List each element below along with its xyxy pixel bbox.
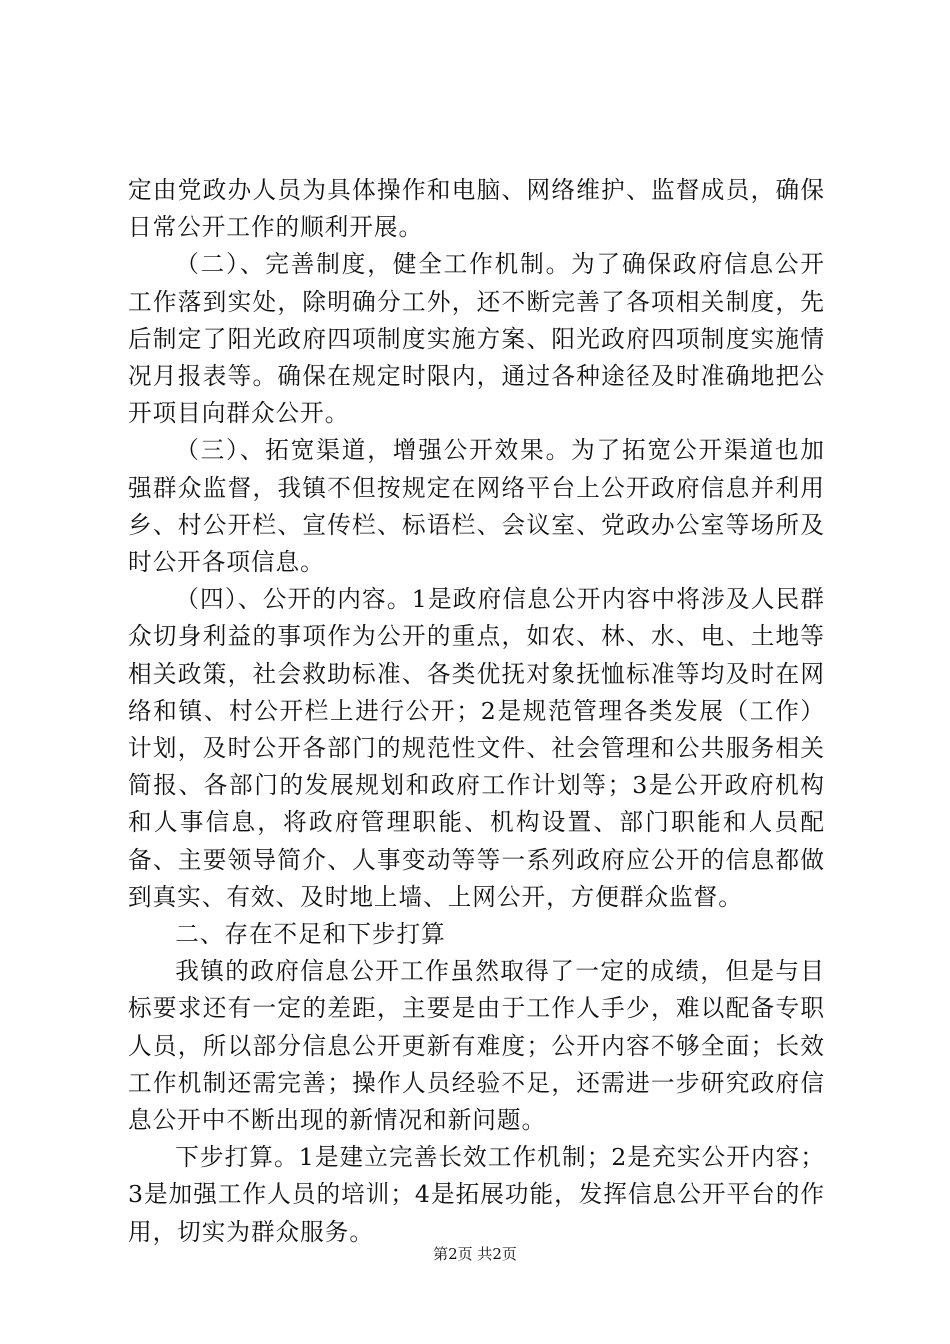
paragraph-broaden-channels: （三）、拓宽渠道，增强公开效果。为了拓宽公开渠道也加强群众监督，我镇不但按规定在网络平台上公开政府信息并利用乡、村公开栏、宣传栏、标语栏、会议室、党政办公室等场所及时公开各项信息。 <box>128 436 825 577</box>
paragraph-shortcomings: 我镇的政府信息公开工作虽然取得了一定的成绩，但是与目标要求还有一定的差距，主要是由于工作人手少，难以配备专职人员，所以部分信息公开更新有难度；公开内容不够全面；长效工作机制还需完善；操作人员经验不足，还需进一步研究政府信息公开中不断出现的新情况和新问题。 <box>128 957 825 1135</box>
document-body <box>128 172 825 1251</box>
paragraph-disclosure-content: （四）、公开的内容。1是政府信息公开内容中将涉及人民群众切身利益的事项作为公开的重点，如农、林、水、电、土地等相关政策，社会救助标准、各类优抚对象抚恤标准等均及时在网络和镇、村公开栏上进行公开；2是规范管理各类发展（工作）计划，及时公开各部门的规范性文件、社会管理和公共服务相关简报、各部门的发展规划和政府工作计划等；3是公开政府机构和人事信息，将政府管理职能、机构设置、部门职能和人员配备、主要领导简介、人事变动等等一系列政府应公开的信息都做到真实、有效、及时地上墙、上网公开，方便群众监督。 <box>128 585 825 911</box>
paragraph-next-plans: 下步打算。1是建立完善长效工作机制；2是充实公开内容；3是加强工作人员的培训；4是拓展功能，发挥信息公开平台的作用，切实为群众服务。 <box>128 1143 825 1246</box>
paragraph-continued: 定由党政办人员为具体操作和电脑、网络维护、监督成员，确保日常公开工作的顺利开展。 <box>128 176 825 242</box>
paragraph-improve-system: （二）、完善制度，健全工作机制。为了确保政府信息公开工作落到实处，除明确分工外，还不断完善了各项相关制度，先后制定了阳光政府四项制度实施方案、阳光政府四项制度实施情况月报表等。确保在规定时限内，通过各种途径及时准确地把公开项目向群众公开。 <box>128 250 825 428</box>
section-heading: 二、存在不足和下步打算 <box>175 920 446 949</box>
page-number-footer: 第2页 共2页 <box>433 1245 517 1263</box>
